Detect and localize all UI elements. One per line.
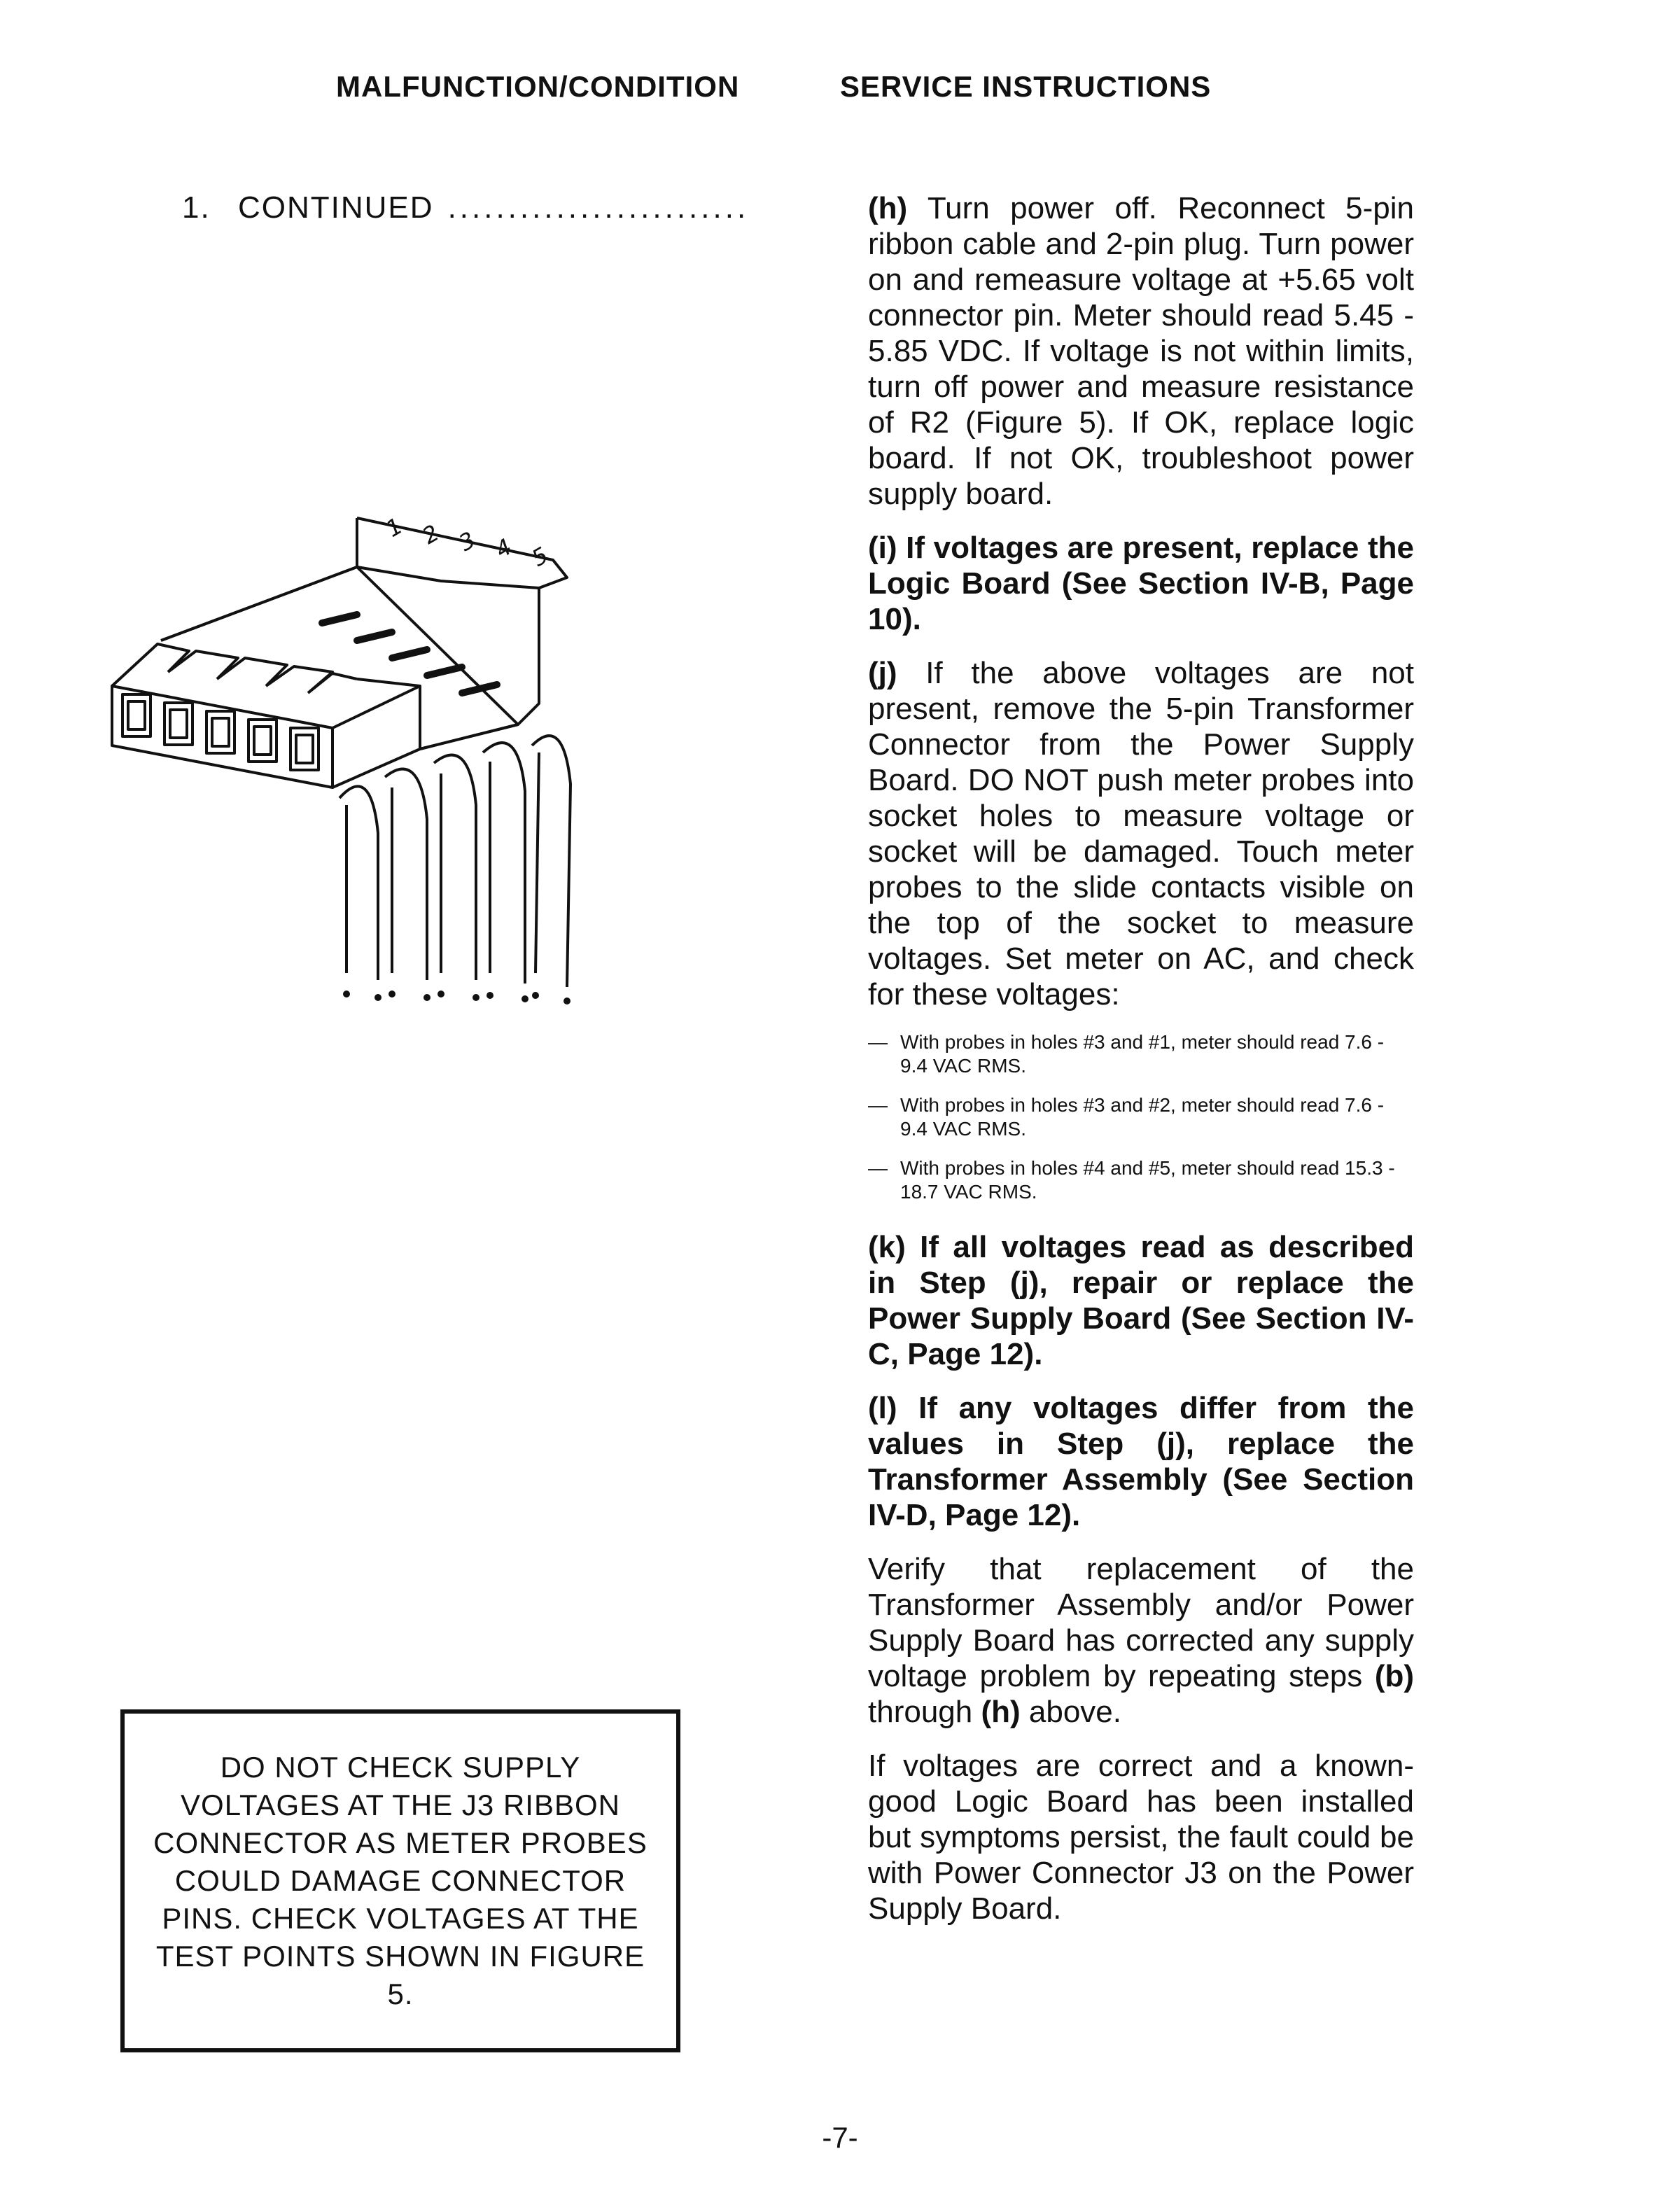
voltage-check-text: With probes in holes #3 and #2, meter should read 7.6 - 9.4 VAC RMS.: [900, 1094, 1385, 1140]
step-j-label: (j): [868, 656, 897, 690]
verify-text-1: Verify that replacement of the Transformer Assembly and/or Power Supply Board has corrected any supply voltage problem by repeating steps: [868, 1552, 1414, 1693]
step-k: (k) If all voltages read as described in Step (j), repair or replace the Power Supply Board (See Section IV-C, Page 12).: [868, 1230, 1414, 1371]
column-header-service: SERVICE INSTRUCTIONS: [840, 70, 1212, 103]
wire-3: [434, 755, 476, 980]
item-number: 1.: [182, 190, 211, 225]
final-paragraph: If voltages are correct and a known-good Logic Board has been installed but symptoms persist, the fault could be with Power Connector J3 on the Power Supply Board.: [868, 1749, 1414, 1926]
wire-4: [483, 743, 525, 983]
wire-2: [385, 769, 427, 980]
verify-text-2: through: [868, 1695, 981, 1729]
step-j-text: If the above voltages are not present, remove the 5-pin Transformer Connector from the Power Supply Board. DO NOT push meter probes into socket holes to measure voltage or socket will be damaged. Touch meter probes to the slide contacts visible on the top of the socket to measure voltages. Set meter on AC, and check for these voltages:: [868, 656, 1414, 1011]
wire-5: [532, 736, 570, 987]
step-h-text: Turn power off. Reconnect 5-pin ribbon cable and 2-pin plug. Turn power on and remeasure voltage at +5.65 volt connector pin. Meter should read 5.45 - 5.85 VDC. If voltage is not within limits, turn off power and measure resistance of R2 (Figure 5). If OK, replace logic board. If not OK, troubleshoot power supply board.: [868, 191, 1414, 511]
service-instructions-column: [868, 190, 1414, 1945]
pin-number-4: 4: [491, 533, 517, 564]
voltage-check-item: [868, 1030, 1414, 1078]
voltage-check-text: With probes in holes #3 and #1, meter should read 7.6 - 9.4 VAC RMS.: [900, 1031, 1385, 1077]
socket-hole-5-inner: [296, 735, 313, 763]
connector-step-edge: [518, 588, 539, 724]
socket-hole-4-inner: [254, 727, 271, 755]
pin-number-2: 2: [418, 519, 444, 550]
connector-side-face: [332, 686, 420, 788]
verify-paragraph: [868, 1551, 1414, 1730]
voltage-check-text: With probes in holes #4 and #5, meter should read 15.3 - 18.7 VAC RMS.: [900, 1157, 1395, 1203]
step-i: (i) If voltages are present, replace the Logic Board (See Section IV-B, Page 10).: [868, 531, 1414, 636]
connector-bottom-edge: [420, 724, 518, 749]
connector-upper-face: [161, 567, 518, 749]
step-l: (l) If any voltages differ from the values in Step (j), replace the Transformer Assembly (See Section IV-D, Page 12).: [868, 1391, 1414, 1532]
dash-mark: —: [868, 1031, 888, 1053]
voltage-check-item: [868, 1156, 1414, 1204]
dot-leader: .........................: [447, 190, 750, 225]
voltage-check-item: [868, 1093, 1414, 1141]
caution-note-text: DO NOT CHECK SUPPLY VOLTAGES AT THE J3 RIBBON CONNECTOR AS METER PROBES COULD DAMAGE CONNECTOR PINS. CHECK VOLTAGES AT THE TEST POINTS SHOWN IN FIGURE 5.: [153, 1751, 648, 2010]
pin-number-1: 1: [382, 512, 407, 542]
verify-step-b: (b): [1374, 1659, 1414, 1693]
step-j: [868, 655, 1414, 1012]
item-label: CONTINUED: [238, 190, 434, 225]
socket-hole-1-inner: [128, 701, 145, 729]
connector-key-ridges: [112, 644, 357, 693]
pin-number-5: 5: [527, 541, 553, 572]
column-header-malfunction: MALFUNCTION/CONDITION: [336, 70, 740, 103]
dash-mark: —: [868, 1157, 888, 1179]
socket-hole-2-inner: [170, 710, 187, 738]
slide-contacts: [322, 615, 497, 693]
step-h-label: (h): [868, 191, 908, 225]
socket-hole-3-inner: [212, 718, 229, 746]
connector-top-front: [357, 567, 539, 588]
wire-ends: [343, 990, 570, 1004]
step-h: [868, 190, 1414, 512]
connector-illustration: [98, 469, 672, 1071]
page-number: -7-: [822, 2121, 858, 2154]
connector-ridge-end: [357, 679, 420, 686]
dash-mark: —: [868, 1094, 888, 1116]
caution-note-box: [120, 1709, 680, 2052]
pin-number-3: 3: [454, 526, 480, 556]
malfunction-item: [182, 190, 749, 225]
wire-1: [340, 786, 378, 980]
verify-step-h: (h): [981, 1695, 1021, 1729]
verify-text-3: above.: [1020, 1695, 1121, 1729]
